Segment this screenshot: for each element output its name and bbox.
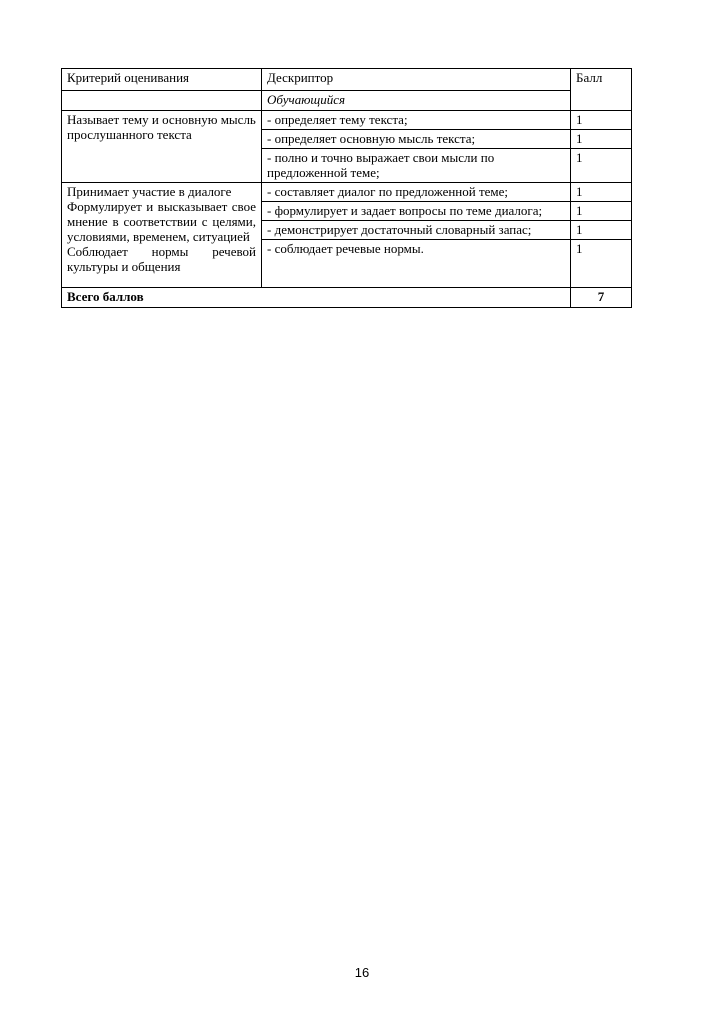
header-descriptor: Дескриптор bbox=[262, 69, 571, 91]
descriptor-cell: - составляет диалог по предложенной теме; bbox=[262, 183, 571, 202]
page-number: 16 bbox=[354, 965, 370, 980]
descriptor-cell: - определяет тему текста; bbox=[262, 111, 571, 130]
descriptor-cell: - формулирует и задает вопросы по теме диалога; bbox=[262, 202, 571, 221]
descriptor-cell: - полно и точно выражает свои мысли по предложенной теме; bbox=[262, 149, 571, 183]
score-cell: 1 bbox=[571, 183, 632, 202]
table-subheader-row bbox=[62, 91, 632, 111]
descriptor-cell: - определяет основную мысль текста; bbox=[262, 130, 571, 149]
table-row bbox=[62, 111, 632, 130]
table-row bbox=[62, 183, 632, 202]
assessment-rubric-table bbox=[61, 68, 632, 308]
criterion-cell-1 bbox=[62, 111, 262, 183]
criterion-text: Соблюдает нормы речевой культуры и общения bbox=[67, 244, 256, 274]
score-cell: 1 bbox=[571, 111, 632, 130]
subheader-learner: Обучающийся bbox=[262, 91, 571, 111]
total-label: Всего баллов bbox=[62, 288, 571, 308]
total-score: 7 bbox=[571, 288, 632, 308]
total-row bbox=[62, 288, 632, 308]
score-cell: 1 bbox=[571, 149, 632, 183]
score-cell: 1 bbox=[571, 240, 632, 288]
score-cell: 1 bbox=[571, 202, 632, 221]
criterion-cell-2 bbox=[62, 183, 262, 288]
header-score: Балл bbox=[571, 69, 632, 111]
table-header-row bbox=[62, 69, 632, 91]
criterion-text: Принимает участие в диалоге bbox=[67, 184, 232, 199]
descriptor-cell: - соблюдает речевые нормы. bbox=[262, 240, 571, 288]
subheader-empty-cell bbox=[62, 91, 262, 111]
score-cell: 1 bbox=[571, 221, 632, 240]
score-cell: 1 bbox=[571, 130, 632, 149]
criterion-text: Формулирует и высказывает свое мнение в соответствии с целями, условиями, временем, ситуацией bbox=[67, 199, 256, 244]
descriptor-cell: - демонстрирует достаточный словарный запас; bbox=[262, 221, 571, 240]
criterion-text: Называет тему и основную мысль прослушанного текста bbox=[67, 112, 256, 142]
header-criterion: Критерий оценивания bbox=[62, 69, 262, 91]
